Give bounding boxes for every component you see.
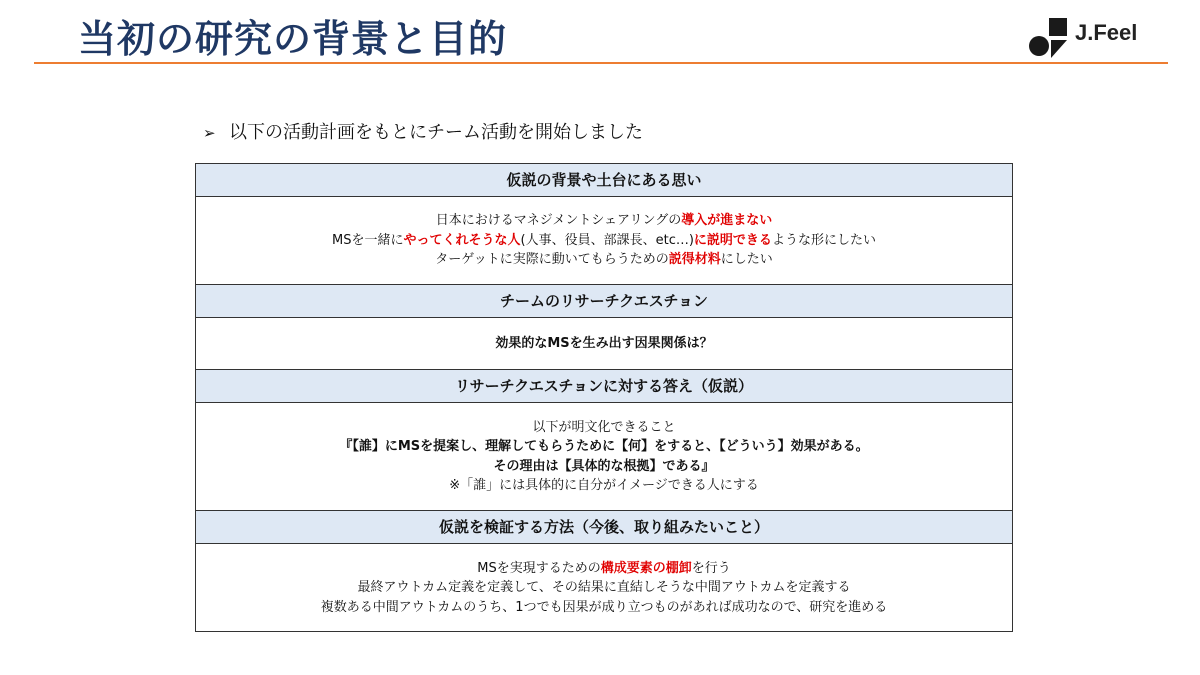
section-body-research-question	[196, 318, 1012, 370]
hypothesis-line-3: その理由は【具体的な根拠】である』	[493, 458, 715, 474]
highlight-segment: に説明できる	[693, 232, 772, 248]
text-segment: にしたい	[720, 252, 773, 268]
page-title: 当初の研究の背景と目的	[78, 17, 508, 61]
hypothesis-line-2: 『【誰】にMSを提案し、理解してもらうために【何】をすると、【どういう】効果がある。	[339, 439, 869, 454]
highlight-segment: 構成要素の棚卸	[600, 560, 692, 576]
intro-line	[203, 118, 643, 144]
logo-mark-icon	[1027, 18, 1071, 58]
hypothesis-line-1: 以下が明文化できること	[532, 419, 676, 435]
highlight-segment: やってくれそうな人	[403, 232, 521, 248]
background-line-1	[196, 211, 1012, 231]
intro-text: 以下の活動計画をもとにチーム活動を開始しました	[229, 122, 643, 143]
section-heading-verification: 仮説を検証する方法（今後、取り組みたいこと）	[196, 511, 1012, 544]
verification-line-2: 最終アウトカム定義を定義して、その結果に直結しそうな中間アウトカムを定義する	[357, 580, 851, 596]
text-segment: MSを一緒に	[332, 232, 404, 248]
section-heading-research-question: チームのリサーチクエスチョン	[196, 285, 1012, 318]
text-segment: (人事、役員、部課長、etc…)	[520, 232, 694, 248]
company-logo	[1027, 18, 1157, 58]
arrow-bullet-icon: ➢	[203, 124, 216, 142]
section-body-hypothesis	[196, 403, 1012, 511]
section-heading-hypothesis: リサーチクエスチョンに対する答え（仮説）	[196, 370, 1012, 403]
highlight-segment: 導入が進まない	[681, 213, 773, 229]
highlight-segment: 説得材料	[668, 252, 721, 268]
verification-line-1	[196, 559, 1012, 579]
text-segment: を行う	[691, 560, 731, 576]
title-divider	[34, 62, 1168, 64]
section-heading-background: 仮説の背景や土台にある思い	[196, 164, 1012, 197]
section-body-background	[196, 197, 1012, 285]
research-question-line: 効果的なMSを生み出す因果関係は？	[495, 335, 713, 351]
verification-line-3: 複数ある中間アウトカムのうち、1つでも因果が成り立つものがあれば成功なので、研究を進める	[320, 599, 888, 615]
hypothesis-note: ※「誰」には具体的に自分がイメージできる人にする	[449, 478, 759, 493]
text-segment: ような形にしたい	[771, 232, 876, 248]
text-segment: ターゲットに実際に動いてもらうための	[435, 252, 669, 268]
background-line-3	[196, 250, 1012, 270]
background-line-2	[196, 231, 1012, 251]
section-body-verification	[196, 544, 1012, 632]
plan-table	[195, 163, 1013, 632]
logo-text: J.Feel	[1075, 20, 1138, 45]
text-segment: MSを実現するための	[477, 560, 601, 576]
text-segment: 日本におけるマネジメントシェアリングの	[435, 213, 682, 229]
